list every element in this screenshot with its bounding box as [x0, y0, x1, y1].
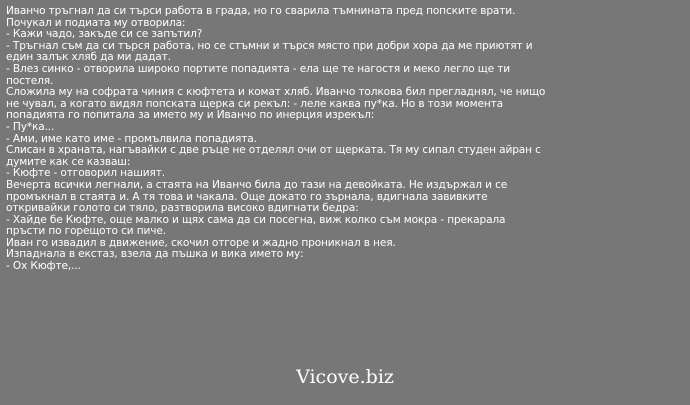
story-line: постеля.: [6, 74, 54, 87]
story-line: Иван го извадил в движение, скочил отгоре и жадно проникнал в нея.: [6, 236, 396, 249]
story-line: Сложила му на софрата чиния с кюфтета и комат хляб. Иванчо толкова бил прегладнял, че нищо: [6, 86, 546, 99]
story-line: - Пу*ка...: [6, 120, 55, 133]
story-line: - Хайде бе Кюфте, още малко и щях сама да си посегна, виж колко съм мокра - прекарала: [6, 213, 506, 226]
story-line: Иванчо тръгнал да си търси работа в града, но го сварила тъмнината пред попските врати.: [6, 5, 516, 17]
story-line: откривайки голото си тяло, разтворила високо вдигнати бедра:: [6, 202, 359, 215]
story-line: - Кюфте - отговорил нашият.: [6, 167, 165, 180]
story-line: Вечерта всички легнали, а стаята на Иванчо била до тази на девойката. Не издържал и се: [6, 178, 508, 191]
story-line: Изпаднала в екстаз, взела да пъшка и вика името му:: [6, 248, 304, 261]
story-line: един залък хляб да ми дадат.: [6, 51, 171, 64]
story-line: не чувал, а когато видял попската щерка си рекъл: - леле каква пу*ка. Но в този момента: [6, 97, 503, 110]
story-line: - Влез синко - отворила широко портите попадията - ела ще те нагостя и меко легло ще ти: [6, 62, 510, 75]
story-line: Слисан в храната, нагъвайки с две ръце не отделял очи от щерката. Тя му сипал студен айран с: [6, 144, 541, 157]
story-line: пръсти по горещото си пиче.: [6, 225, 166, 238]
story-line: - Кажи чадо, закъде си се запътил?: [6, 28, 203, 41]
story-line: промъкнал в стаята и. А тя това и чакала. Още докато го зърнала, вдигнала завивките: [6, 190, 488, 203]
story-line: Почукал и подиата му отворила:: [6, 16, 186, 29]
story-line: - Тръгнал съм да си търся работа, но се стъмни и търся място при добри хора да ме приютят и: [6, 39, 533, 52]
story-line: попадията го попитала за името му и Иванчо по инерция изрекъл:: [6, 109, 375, 122]
story-text: [6, 6, 686, 273]
story-line: - Ох Кюфте,...: [6, 260, 81, 273]
story-line: - Ами, име като име - промълвила попадията.: [6, 132, 257, 145]
site-watermark: Vicove.biz: [296, 366, 394, 388]
story-line: думите как се казваш:: [6, 155, 131, 168]
